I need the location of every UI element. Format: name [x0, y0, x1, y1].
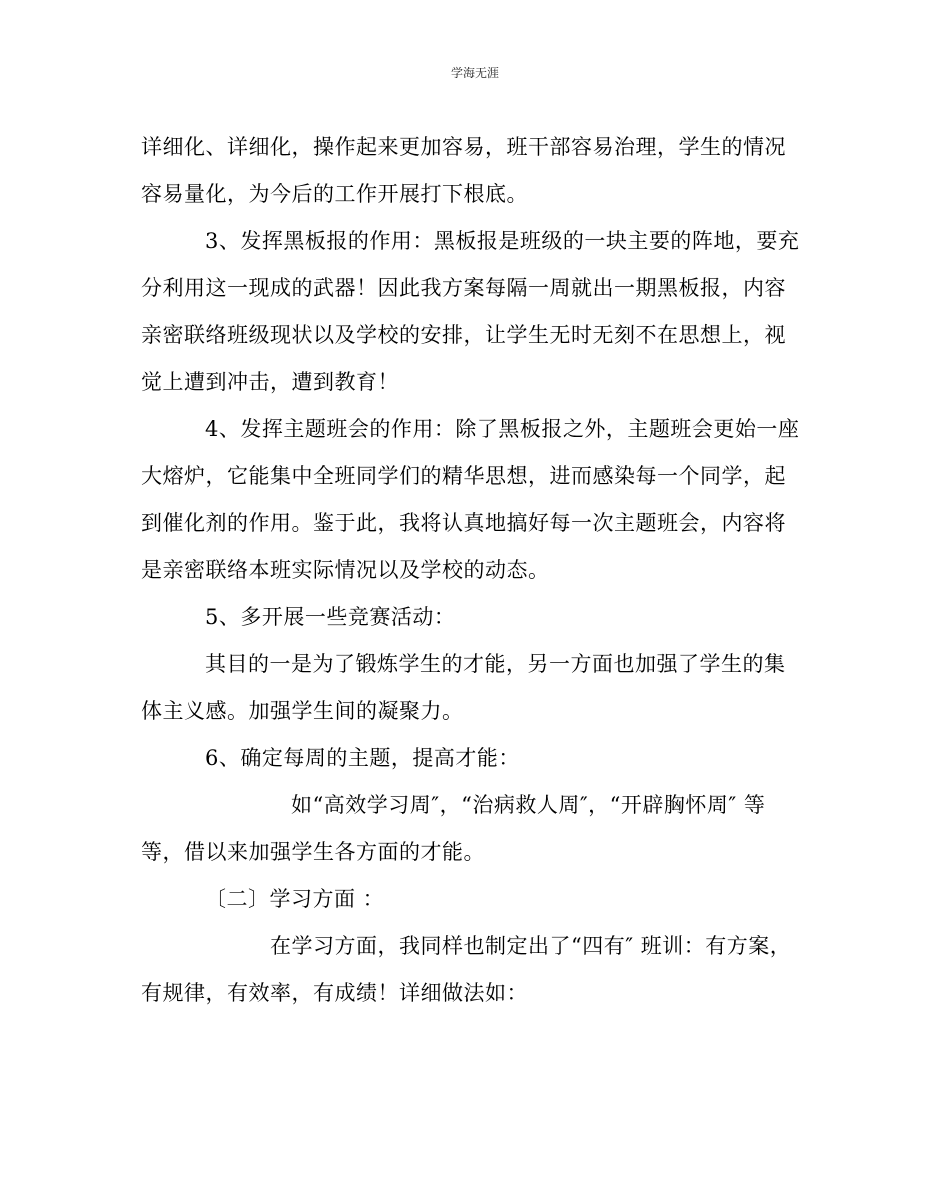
text-line: 觉上遭到冲击，遭到教育！ — [141, 370, 399, 394]
text-line: 容易量化，为今后的工作开展打下根底。 — [141, 182, 528, 206]
text-line: 4、发挥主题班会的作用：除了黑板报之外，主题班会更始一座 — [205, 417, 800, 441]
text-line: 到催化剂的作用。鉴于此，我将认真地搞好每一次主题班会，内容将 — [141, 511, 786, 535]
text-line: 是亲密联络本班实际情况以及学校的动态。 — [141, 558, 550, 582]
text-line: 如“高效学习周″，“治病救人周″，“开辟胸怀周″ 等 — [291, 793, 766, 817]
text-line: 6、确定每周的主题，提高才能： — [205, 746, 520, 770]
document-body — [141, 124, 816, 1017]
text-line: 等，借以来加强学生各方面的才能。 — [141, 840, 485, 864]
page-header: 学海无涯 — [450, 66, 499, 80]
text-line: 详细化、详细化，操作起来更加容易，班干部容易治理，学生的情况 — [141, 135, 786, 159]
text-line: 有规律，有效率，有成绩！详细做法如： — [141, 981, 528, 1005]
text-line: 大熔炉，它能集中全班同学们的精华思想，进而感染每一个同学，起 — [141, 464, 786, 488]
text-line: 3、发挥黑板报的作用：黑板报是班级的一块主要的阵地，要充 — [205, 229, 800, 253]
text-line: 其目的一是为了锻炼学生的才能，另一方面也加强了学生的集 — [205, 652, 786, 676]
text-line: 分利用这一现成的武器！因此我方案每隔一周就出一期黑板报，内容 — [141, 276, 786, 300]
text-line: 在学习方面，我同样也制定出了“四有″ 班训：有方案， — [270, 934, 792, 958]
text-line: 5、多开展一些竞赛活动： — [205, 605, 456, 629]
text-line: 体主义感。加强学生间的凝聚力。 — [141, 699, 464, 723]
section-heading: 〔二〕学习方面 ： — [205, 887, 385, 911]
text-line: 亲密联络班级现状以及学校的安排，让学生无时无刻不在思想上，视 — [141, 323, 786, 347]
